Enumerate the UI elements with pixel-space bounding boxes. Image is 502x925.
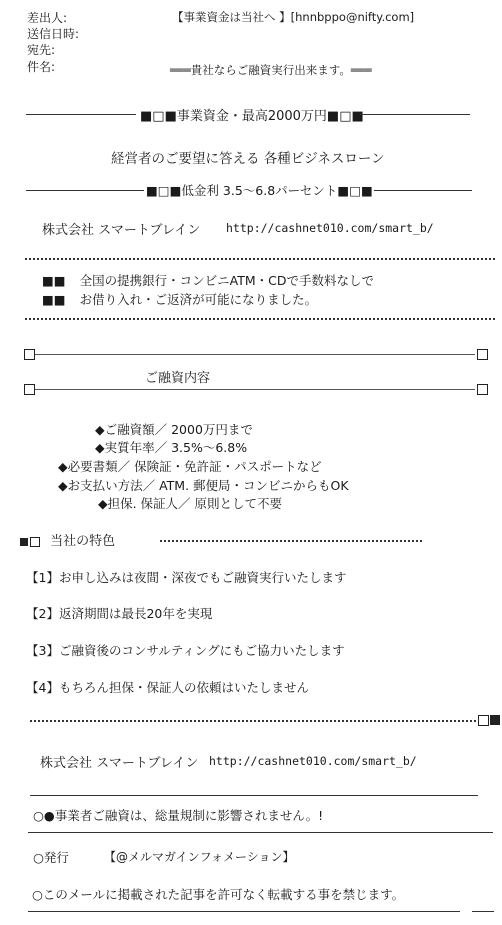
frame-corner <box>24 384 35 395</box>
rule <box>28 832 493 833</box>
dotted-divider <box>25 258 495 260</box>
company-name: 株式会社 スマートブレイン <box>40 756 199 771</box>
banner1-rule-right <box>360 114 470 115</box>
features-heading-text: 当社の特色 <box>50 534 116 549</box>
notice-text-2: お借り入れ・ご返済が可能になりました。 <box>79 292 318 307</box>
notice-line-1 <box>42 271 374 289</box>
notice-line-2 <box>42 290 317 308</box>
frame-corner <box>477 349 488 360</box>
footer-note-2: ○このメールに掲載された記事を許可なく転載する事を禁じます。 <box>32 887 405 902</box>
banner2-rule-left <box>26 190 144 191</box>
features-heading <box>20 530 115 549</box>
frame-corner <box>24 349 35 360</box>
subject-value: ═══貴社ならご融資実行出来ます。═══ <box>170 63 372 77</box>
frame-corner <box>477 384 488 395</box>
open-square-icon <box>30 537 40 547</box>
filled-square-icon <box>20 538 28 546</box>
rule <box>472 911 494 912</box>
from-label: 差出人: <box>27 11 68 25</box>
banner1: ■□■事業資金・最高2000万円■□■ <box>140 109 364 124</box>
rule <box>28 911 460 912</box>
company-url[interactable]: http://cashnet010.com/smart_b/ <box>209 754 417 768</box>
subject-label: 件名: <box>27 60 56 74</box>
publisher-label: ○発行 <box>33 850 69 865</box>
notice-marker: ■■ <box>42 273 66 288</box>
feature-item: 【3】ご融資後のコンサルティングにもご協力いたします <box>26 643 345 658</box>
banner2-rule-right <box>374 190 472 191</box>
detail-item: ◆必要書類／ 保険証・免許証・パスポートなど <box>58 459 322 474</box>
frame-corner <box>478 715 489 726</box>
rule <box>30 795 478 796</box>
feature-item: 【1】お申し込みは夜間・深夜でもご融資実行いたします <box>26 570 347 585</box>
tagline: 経営者のご要望に答える 各種ビジネスローン <box>111 151 385 167</box>
feature-item: 【4】もちろん担保・保証人の依頼はいたしません <box>26 680 309 695</box>
sent-label: 送信日時: <box>27 27 80 41</box>
notice-text-1: 全国の提携銀行・コンビニATM・CDで手数料なしで <box>79 273 374 288</box>
notice-marker: ■■ <box>42 292 66 307</box>
frame-rule <box>35 389 475 390</box>
filled-square-icon <box>490 715 500 725</box>
from-value: 【事業資金は当社へ 】[hnnbppo@nifty.com] <box>172 10 415 24</box>
detail-item: ◆お支払い方法／ ATM. 郵便局・コンビニからもOK <box>58 478 349 493</box>
footer-note-1: ○●事業者ご融資は、総量規制に影響されません。! <box>33 808 324 823</box>
dotted-divider <box>25 318 495 320</box>
dotted-divider <box>160 540 422 542</box>
company-url[interactable]: http://cashnet010.com/smart_b/ <box>226 221 434 235</box>
detail-item: ◆実質年率／ 3.5%〜6.8% <box>95 440 248 455</box>
company-name: 株式会社 スマートブレイン <box>42 223 201 238</box>
to-label: 宛先: <box>27 43 56 57</box>
banner1-rule-left <box>26 114 136 115</box>
detail-item: ◆担保. 保証人／ 原則として不要 <box>98 496 283 511</box>
banner2: ■□■低金利 3.5〜6.8パーセント■□■ <box>146 183 373 198</box>
frame-rule <box>35 354 475 355</box>
details-title: ご融資内容 <box>145 371 211 386</box>
detail-item: ◆ご融資額／ 2000万円まで <box>95 422 253 437</box>
publisher-value: 【@メルマガインフォメーション】 <box>104 850 295 864</box>
feature-item: 【2】返済期間は最長20年を実現 <box>26 606 213 621</box>
dotted-divider <box>30 720 476 722</box>
